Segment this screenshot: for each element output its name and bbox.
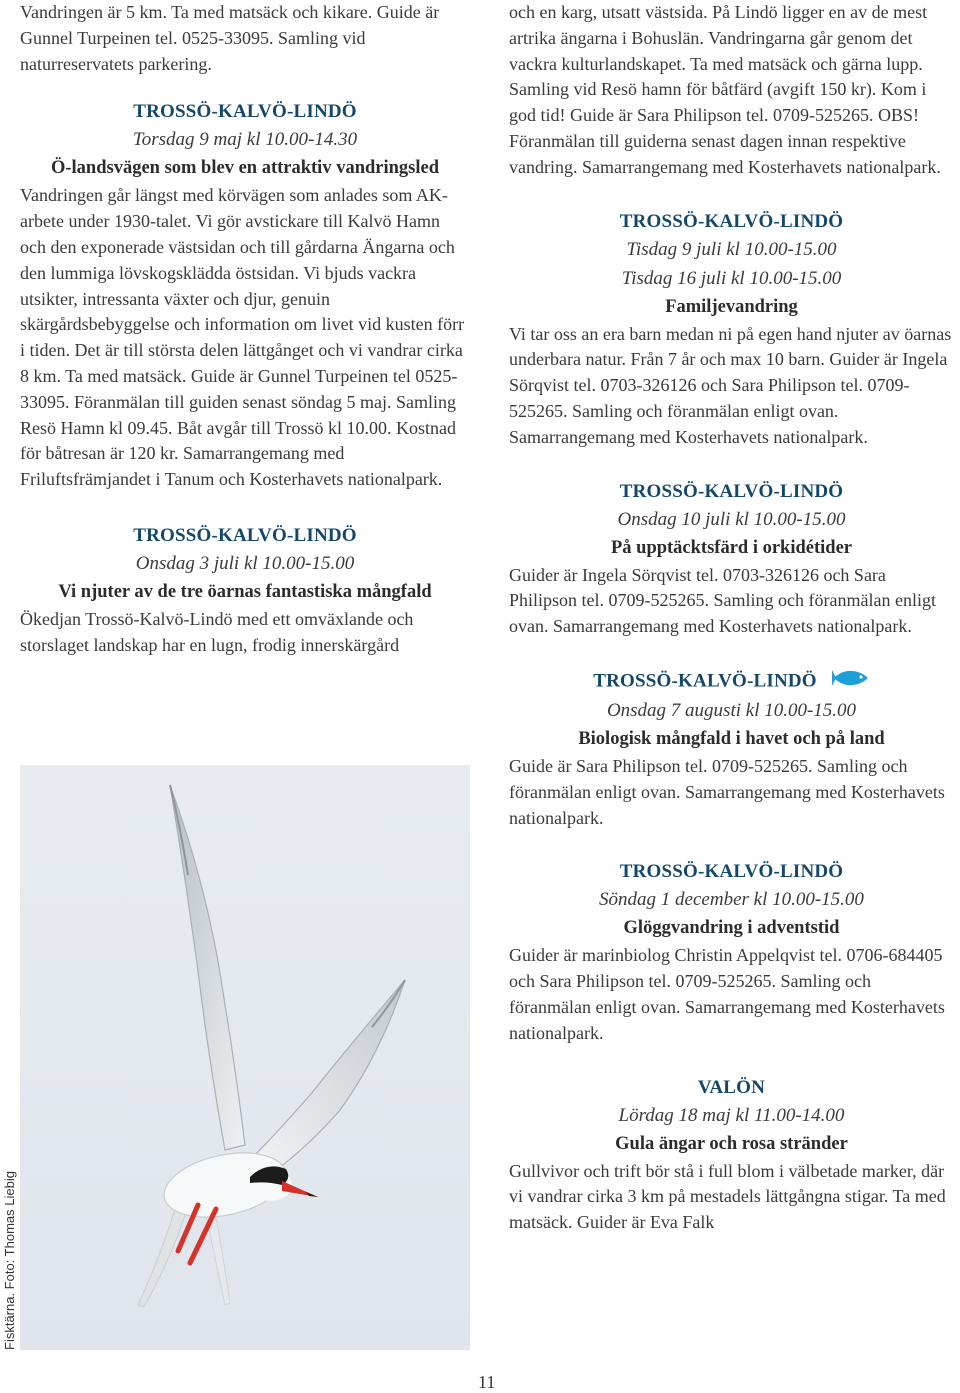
tern-photo (20, 765, 470, 1350)
event-date-1: Tisdag 9 juli kl 10.00-15.00 (626, 238, 837, 260)
event-mulled-wine (509, 859, 954, 1046)
page-number: 11 (478, 1372, 496, 1392)
event-date: Onsdag 10 juli kl 10.00-15.00 (617, 508, 846, 530)
event-title: TROSSÖ-KALVÖ-LINDÖ (619, 210, 844, 232)
event-body: Vi tar oss an era barn medan ni på egen hand njuter av öarnas underbara natur. Från 7 år och max 10 barn. Guider är Ingela Sörqvist tel. 0703-326126 och Sara Philipson tel. 0709-525265. Samling och föranmälan enligt ovan. Samarrangemang med Kosterhavets nationalpark. (509, 323, 952, 447)
event-valon (509, 1075, 954, 1236)
event-title: TROSSÖ-KALVÖ-LINDÖ (619, 480, 844, 502)
right-column (509, 0, 954, 1236)
event-title: TROSSÖ-KALVÖ-LINDÖ (133, 524, 357, 546)
event-title: TROSSÖ-KALVÖ-LINDÖ (619, 861, 844, 883)
event-body: Guider är marinbiolog Christin Appelqvist tel. 0706-684405 och Sara Philipson tel. 0709-525265. Samling och föranmälan enligt ovan. Samarrangemang med Kosterhavets nationalpark. (509, 945, 945, 1043)
event-body: Vandringen går längst med körvägen som anlades som AK-arbete under 1930-talet. Vi gör avstickare till Kalvö Hamn och den exponerade västsidan och till gårdarna Ängarna och den lummiga lövskogsklädda östsidan. Vi bjuds vackra utsikter, intressanta växter och djur, genuin skärgårdsbebyggelse och information om livet vid kusten förr i tiden. Det är till största delen lättgånget och vi vandrar cirka 8 km. Ta med matsäck. Guide är Gunnel Turpeinen tel 0525-33095. Föranmälan till guiden senast söndag 5 maj. Samling Resö Hamn kl 09.45. Båt avgår till Trossö kl 10.00. Kostnad för båtresan är 120 kr. Samarrangemang med Friluftsfrämjandet i Tanum och Kosterhavets nationalpark. (20, 185, 465, 490)
event-subtitle: Biologisk mångfald i havet och på land (578, 728, 885, 749)
fish-icon (830, 668, 870, 696)
event-biodiversity (509, 668, 954, 831)
event-date: Onsdag 7 augusti kl 10.00-15.00 (606, 699, 857, 721)
intro-text: Vandringen är 5 km. Ta med matsäck och kikare. Guide är Gunnel Turpeinen tel. 0525-33095. Samling vid naturreservatets parkering. (20, 2, 440, 74)
event-trosso-july-3 (20, 523, 470, 659)
event-subtitle: Familjevandring (665, 296, 798, 317)
event-title: VALÖN (697, 1076, 766, 1098)
event-body: Ökedjan Trossö-Kalvö-Lindö med ett omväxlande och storslaget landskap har en lugn, frodig innerskärgård (20, 608, 414, 655)
event-date: Torsdag 9 maj kl 10.00-14.30 (132, 129, 358, 151)
event-trosso-may (20, 99, 470, 493)
event-date: Söndag 1 december kl 10.00-15.00 (599, 889, 864, 911)
left-column (20, 0, 470, 659)
event-subtitle: Glöggvandring i adventstid (623, 918, 840, 939)
event-subtitle: På upptäcktsfärd i orkidétider (610, 537, 852, 558)
event-title: TROSSÖ-KALVÖ-LINDÖ (133, 101, 357, 123)
event-title-row (509, 668, 954, 696)
event-date: Onsdag 3 juli kl 10.00-15.00 (135, 552, 355, 574)
event-body: Gullvivor och trift bör stå i full blom i välbetade marker, där vi vandrar cirka 3 km på mestadels lättgångna stigar. Ta med matsäck. Guider är Eva Falk (509, 1160, 946, 1233)
continuation-text: och en karg, utsatt västsida. På Lindö ligger en av de mest artrika ängarna i Bohuslän. Vandringarna går genom det vackra kulturlandskapet. Ta med matsäck och gärna lupp. Samling vid Resö hamn för båtfärd (avgift 150 kr). Kom i god tid! Guide är Sara Philipson tel. 0709-525265. OBS! Föranmälan till guiderna senast dagen innan respektive vandring. Samarrangemang med Kosterhavets nationalpark. (509, 2, 941, 177)
event-subtitle: Gula ängar och rosa stränder (615, 1133, 848, 1154)
photo-credit: Fisktärna. Foto: Thomas Liebig (2, 1171, 17, 1350)
event-family-walk (509, 209, 954, 451)
event-subtitle: Vi njuter av de tre öarnas fantastiska mångfald (58, 581, 432, 602)
event-subtitle: Ö-landsvägen som blev en attraktiv vandringsled (50, 158, 440, 179)
event-date: Lördag 18 maj kl 11.00-14.00 (618, 1104, 845, 1126)
event-title: TROSSÖ-KALVÖ-LINDÖ (593, 670, 817, 692)
tern-illustration (20, 765, 470, 1350)
event-body: Guide är Sara Philipson tel. 0709-525265. Samling och föranmälan enligt ovan. Samarrangemang med Kosterhavets nationalpark. (509, 755, 945, 828)
event-body: Guider är Ingela Sörqvist tel. 0703-326126 och Sara Philipson tel. 0709-525265. Samling och föranmälan enligt ovan. Samarrangemang med Kosterhavets nationalpark. (509, 564, 936, 637)
event-date-2: Tisdag 16 juli kl 10.00-15.00 (621, 267, 842, 289)
event-orchids (509, 479, 954, 640)
